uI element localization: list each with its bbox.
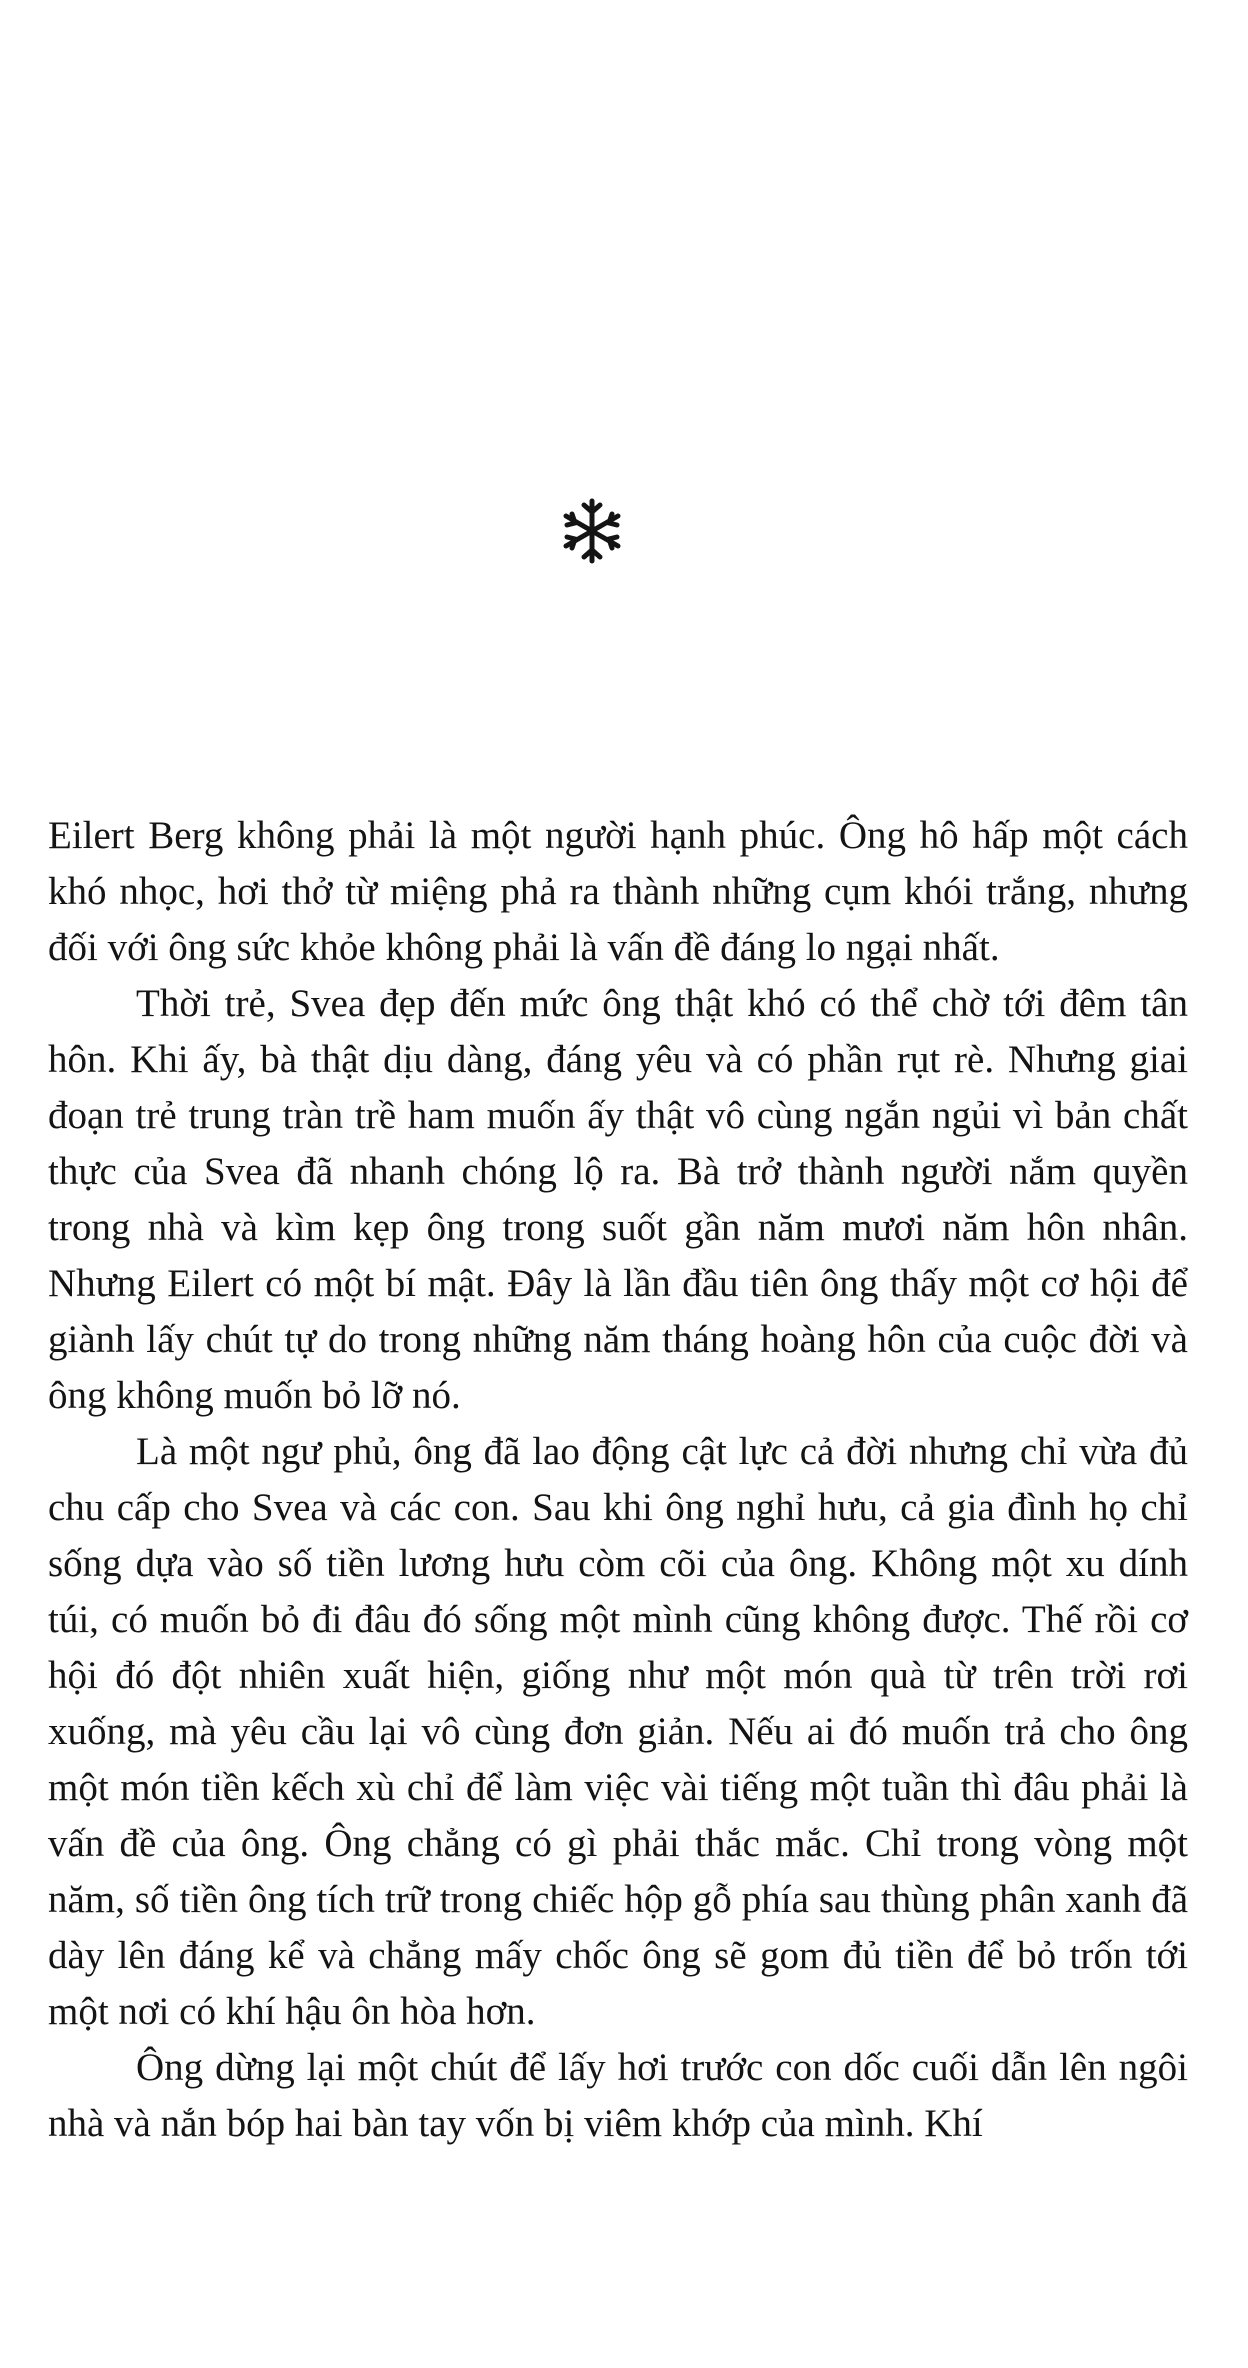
paragraph-2: Thời trẻ, Svea đẹp đến mức ông thật khó có thể chờ tới đêm tân hôn. Khi ấy, bà thật dịu dàng, đáng yêu và có phần rụt rè. Nhưng giai đoạn trẻ trung tràn trề ham muốn ấy thật vô cùng ngắn ngủi vì bản chất thực của Svea đã nhanh chóng lộ ra. Bà trở thành người nắm quyền trong nhà và kìm kẹp ông trong suốt gần năm mươi năm hôn nhân. Nhưng Eilert có một bí mật. Đây là lần đầu tiên ông thấy một cơ hội để giành lấy chút tự do trong những năm tháng hoàng hôn của cuộc đời và ông không muốn bỏ lỡ nó.	[48, 982, 1188, 1417]
chapter-body	[48, 808, 1188, 2152]
paragraph-4: Ông dừng lại một chút để lấy hơi trước con dốc cuối dẫn lên ngôi nhà và nắn bóp hai bàn tay vốn bị viêm khớp của mình. Khí	[48, 2046, 1188, 2145]
paragraph-1: Eilert Berg không phải là một người hạnh phúc. Ông hô hấp một cách khó nhọc, hơi thở từ miệng phả ra thành những cụm khói trắng, nhưng đối với ông sức khỏe không phải là vấn đề đáng lo ngại nhất.	[48, 814, 1188, 969]
paragraph-3: Là một ngư phủ, ông đã lao động cật lực cả đời nhưng chỉ vừa đủ chu cấp cho Svea và các con. Sau khi ông nghỉ hưu, cả gia đình họ chỉ sống dựa vào số tiền lương hưu còm cõi của ông. Không một xu dính túi, có muốn bỏ đi đâu đó sống một mình cũng không được. Thế rồi cơ hội đó đột nhiên xuất hiện, giống như một món quà từ trên trời rơi xuống, mà yêu cầu lại vô cùng đơn giản. Nếu ai đó muốn trả cho ông một món tiền kếch xù chỉ để làm việc vài tiếng một tuần thì đâu phải là vấn đề của ông. Ông chẳng có gì phải thắc mắc. Chỉ trong vòng một năm, số tiền ông tích trữ trong chiếc hộp gỗ phía sau thùng phân xanh đã dày lên đáng kể và chẳng mấy chốc ông sẽ gom đủ tiền để bỏ trốn tới một nơi có khí hậu ôn hòa hơn.	[48, 1430, 1188, 2033]
snowflake-icon	[557, 496, 627, 566]
